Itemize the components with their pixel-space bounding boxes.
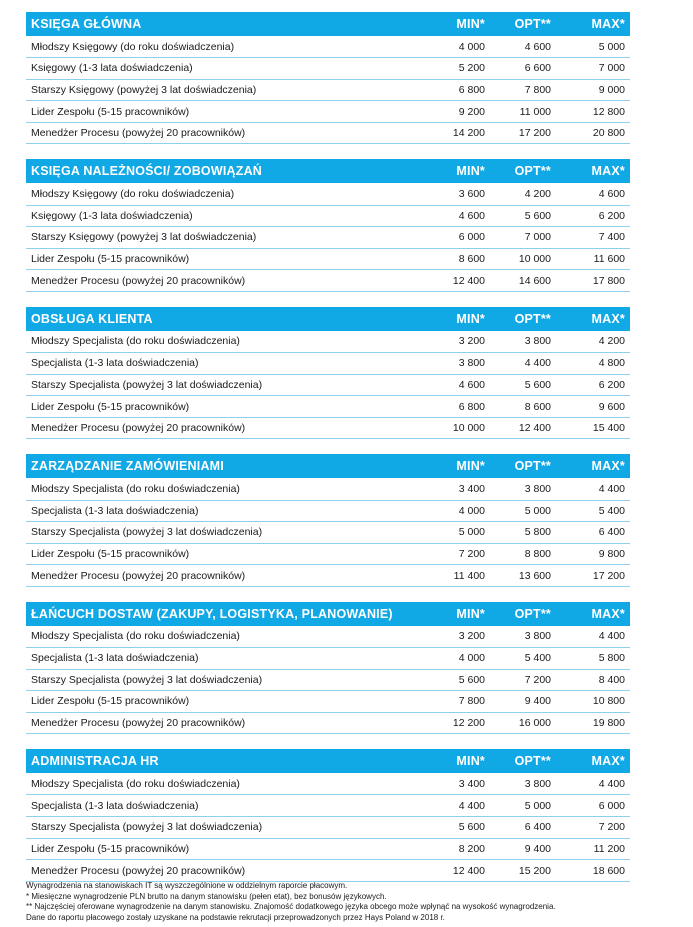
max-cell: 12 800 (556, 101, 630, 123)
min-cell: 10 000 (410, 417, 490, 439)
col-min-header: MIN* (456, 164, 485, 179)
opt-cell: 10 000 (490, 248, 556, 270)
col-opt-header: OPT** (514, 754, 551, 769)
section-header (26, 749, 630, 773)
opt-cell: 5 600 (490, 374, 556, 396)
min-cell: 8 200 (410, 838, 490, 860)
min-cell: 12 200 (410, 712, 490, 734)
max-cell: 15 400 (556, 417, 630, 439)
opt-cell: 14 600 (490, 270, 556, 292)
col-max-header: MAX* (591, 606, 625, 621)
min-cell: 12 400 (410, 860, 490, 882)
table-row (26, 396, 630, 418)
role-cell: Starszy Księgowy (powyżej 3 lat doświadczenia) (26, 227, 410, 249)
section-header (26, 602, 630, 626)
opt-cell: 11 000 (490, 101, 556, 123)
opt-cell: 3 800 (490, 626, 556, 648)
salary-table (26, 454, 630, 586)
role-cell: Młodszy Specjalista (do roku doświadczenia) (26, 773, 410, 795)
max-cell: 4 400 (556, 626, 630, 648)
opt-cell: 12 400 (490, 417, 556, 439)
footnote-it: Wynagrodzenia na stanowiskach IT są wyszczególnione w oddzielnym raporcie płacowym. (26, 881, 348, 890)
max-cell: 4 200 (556, 331, 630, 353)
col-opt-header: OPT** (514, 606, 551, 621)
role-cell: Młodszy Specjalista (do roku doświadczenia) (26, 626, 410, 648)
max-cell: 6 200 (556, 374, 630, 396)
max-cell: 4 800 (556, 353, 630, 375)
opt-cell: 7 800 (490, 79, 556, 101)
table-row (26, 860, 630, 882)
opt-cell: 3 800 (490, 478, 556, 500)
table-row (26, 626, 630, 648)
min-cell: 4 000 (410, 500, 490, 522)
role-cell: Lider Zespołu (5-15 pracowników) (26, 101, 410, 123)
opt-cell: 4 600 (490, 36, 556, 58)
col-opt-header: OPT** (514, 17, 551, 31)
role-cell: Starszy Specjalista (powyżej 3 lat doświadczenia) (26, 817, 410, 839)
opt-cell: 15 200 (490, 860, 556, 882)
section-title: ZARZĄDZANIE ZAMÓWIENIAMI (31, 459, 224, 474)
salary-table (26, 12, 630, 144)
role-cell: Młodszy Księgowy (do roku doświadczenia) (26, 183, 410, 205)
min-cell: 3 400 (410, 478, 490, 500)
role-cell: Starszy Specjalista (powyżej 3 lat doświadczenia) (26, 522, 410, 544)
max-cell: 6 200 (556, 205, 630, 227)
max-cell: 11 200 (556, 838, 630, 860)
min-cell: 5 200 (410, 58, 490, 80)
role-cell: Specjalista (1-3 lata doświadczenia) (26, 353, 410, 375)
footnotes (26, 881, 666, 923)
opt-cell: 4 200 (490, 183, 556, 205)
min-cell: 6 000 (410, 227, 490, 249)
min-cell: 4 600 (410, 374, 490, 396)
salary-report (26, 12, 630, 897)
min-cell: 7 800 (410, 691, 490, 713)
min-cell: 5 600 (410, 669, 490, 691)
table-row (26, 374, 630, 396)
table-row (26, 205, 630, 227)
col-max-header: MAX* (591, 459, 625, 474)
min-cell: 4 600 (410, 205, 490, 227)
role-cell: Menedżer Procesu (powyżej 20 pracowników) (26, 860, 410, 882)
table-row (26, 478, 630, 500)
max-cell: 18 600 (556, 860, 630, 882)
role-cell: Menedżer Procesu (powyżej 20 pracowników) (26, 565, 410, 587)
opt-cell: 17 200 (490, 122, 556, 144)
max-cell: 20 800 (556, 122, 630, 144)
opt-cell: 3 800 (490, 773, 556, 795)
role-cell: Lider Zespołu (5-15 pracowników) (26, 248, 410, 270)
min-cell: 3 800 (410, 353, 490, 375)
role-cell: Młodszy Specjalista (do roku doświadczenia) (26, 331, 410, 353)
max-cell: 11 600 (556, 248, 630, 270)
col-max-header: MAX* (591, 17, 625, 31)
role-cell: Menedżer Procesu (powyżej 20 pracowników) (26, 270, 410, 292)
role-cell: Lider Zespołu (5-15 pracowników) (26, 691, 410, 713)
table-row (26, 543, 630, 565)
table-row (26, 712, 630, 734)
opt-cell: 6 400 (490, 817, 556, 839)
table-row (26, 669, 630, 691)
opt-cell: 5 000 (490, 795, 556, 817)
max-cell: 10 800 (556, 691, 630, 713)
opt-cell: 9 400 (490, 691, 556, 713)
min-cell: 8 600 (410, 248, 490, 270)
role-cell: Specjalista (1-3 lata doświadczenia) (26, 795, 410, 817)
min-cell: 3 200 (410, 331, 490, 353)
table-row (26, 353, 630, 375)
role-cell: Księgowy (1-3 lata doświadczenia) (26, 205, 410, 227)
section-title: ŁAŃCUCH DOSTAW (ZAKUPY, LOGISTYKA, PLANOWANIE) (31, 606, 393, 621)
max-cell: 4 600 (556, 183, 630, 205)
min-cell: 11 400 (410, 565, 490, 587)
max-cell: 9 600 (556, 396, 630, 418)
role-cell: Lider Zespołu (5-15 pracowników) (26, 838, 410, 860)
opt-cell: 6 600 (490, 58, 556, 80)
role-cell: Starszy Specjalista (powyżej 3 lat doświadczenia) (26, 669, 410, 691)
footnote-min-max: * Miesięczne wynagrodzenie PLN brutto na danym stanowisku (pełen etat), bez bonusów językowych. (26, 891, 387, 901)
role-cell: Młodszy Księgowy (do roku doświadczenia) (26, 36, 410, 58)
opt-cell: 5 000 (490, 500, 556, 522)
footnote-source: Dane do raportu płacowego zostały uzyskane na podstawie rekrutacji przeprowadzonych przez Hays Poland w 2018 r. (26, 912, 445, 922)
min-cell: 4 400 (410, 795, 490, 817)
table-row (26, 565, 630, 587)
min-cell: 12 400 (410, 270, 490, 292)
col-min-header: MIN* (456, 459, 485, 474)
opt-cell: 5 600 (490, 205, 556, 227)
role-cell: Specjalista (1-3 lata doświadczenia) (26, 500, 410, 522)
table-row (26, 691, 630, 713)
table-row (26, 36, 630, 58)
role-cell: Menedżer Procesu (powyżej 20 pracowników) (26, 417, 410, 439)
role-cell: Starszy Specjalista (powyżej 3 lat doświadczenia) (26, 374, 410, 396)
max-cell: 4 400 (556, 478, 630, 500)
table-row (26, 500, 630, 522)
table-row (26, 522, 630, 544)
max-cell: 8 400 (556, 669, 630, 691)
max-cell: 6 400 (556, 522, 630, 544)
opt-cell: 13 600 (490, 565, 556, 587)
max-cell: 17 800 (556, 270, 630, 292)
role-cell: Młodszy Specjalista (do roku doświadczenia) (26, 478, 410, 500)
role-cell: Lider Zespołu (5-15 pracowników) (26, 396, 410, 418)
salary-table (26, 307, 630, 439)
max-cell: 7 200 (556, 817, 630, 839)
table-row (26, 270, 630, 292)
opt-cell: 16 000 (490, 712, 556, 734)
table-row (26, 647, 630, 669)
max-cell: 7 000 (556, 58, 630, 80)
salary-sections (26, 12, 630, 882)
section-header (26, 12, 630, 36)
salary-table (26, 602, 630, 734)
role-cell: Specjalista (1-3 lata doświadczenia) (26, 647, 410, 669)
opt-cell: 4 400 (490, 353, 556, 375)
opt-cell: 7 200 (490, 669, 556, 691)
min-cell: 3 400 (410, 773, 490, 795)
col-opt-header: OPT** (514, 164, 551, 179)
max-cell: 9 800 (556, 543, 630, 565)
role-cell: Lider Zespołu (5-15 pracowników) (26, 543, 410, 565)
col-opt-header: OPT** (514, 311, 551, 326)
role-cell: Księgowy (1-3 lata doświadczenia) (26, 58, 410, 80)
opt-cell: 8 600 (490, 396, 556, 418)
table-row (26, 58, 630, 80)
min-cell: 14 200 (410, 122, 490, 144)
col-min-header: MIN* (456, 754, 485, 769)
opt-cell: 8 800 (490, 543, 556, 565)
max-cell: 6 000 (556, 795, 630, 817)
max-cell: 9 000 (556, 79, 630, 101)
min-cell: 5 600 (410, 817, 490, 839)
section-header (26, 454, 630, 478)
role-cell: Menedżer Procesu (powyżej 20 pracowników) (26, 122, 410, 144)
salary-table (26, 159, 630, 291)
min-cell: 6 800 (410, 396, 490, 418)
col-max-header: MAX* (591, 754, 625, 769)
max-cell: 5 000 (556, 36, 630, 58)
max-cell: 19 800 (556, 712, 630, 734)
min-cell: 5 000 (410, 522, 490, 544)
col-max-header: MAX* (591, 311, 625, 326)
table-row (26, 79, 630, 101)
col-min-header: MIN* (456, 311, 485, 326)
section-title: KSIĘGA NALEŻNOŚCI/ ZOBOWIĄZAŃ (31, 164, 263, 179)
min-cell: 3 200 (410, 626, 490, 648)
table-row (26, 183, 630, 205)
table-row (26, 838, 630, 860)
section-title: ADMINISTRACJA HR (31, 754, 159, 769)
section-header (26, 159, 630, 183)
opt-cell: 7 000 (490, 227, 556, 249)
max-cell: 7 400 (556, 227, 630, 249)
max-cell: 5 400 (556, 500, 630, 522)
table-row (26, 122, 630, 144)
col-opt-header: OPT** (514, 459, 551, 474)
role-cell: Menedżer Procesu (powyżej 20 pracowników) (26, 712, 410, 734)
col-min-header: MIN* (456, 17, 485, 31)
min-cell: 7 200 (410, 543, 490, 565)
table-row (26, 817, 630, 839)
table-row (26, 773, 630, 795)
min-cell: 6 800 (410, 79, 490, 101)
max-cell: 17 200 (556, 565, 630, 587)
section-header (26, 307, 630, 331)
role-cell: Starszy Księgowy (powyżej 3 lat doświadczenia) (26, 79, 410, 101)
opt-cell: 5 400 (490, 647, 556, 669)
table-row (26, 227, 630, 249)
opt-cell: 3 800 (490, 331, 556, 353)
table-row (26, 795, 630, 817)
min-cell: 4 000 (410, 647, 490, 669)
table-row (26, 248, 630, 270)
min-cell: 4 000 (410, 36, 490, 58)
footnote-opt: ** Najczęściej oferowane wynagrodzenie na danym stanowisku. Znajomość dodatkowego języka obcego może wpłynąć na wysokość wynagrodzenia. (26, 902, 556, 911)
table-row (26, 101, 630, 123)
min-cell: 9 200 (410, 101, 490, 123)
table-row (26, 331, 630, 353)
section-title: KSIĘGA GŁÓWNA (31, 17, 142, 31)
min-cell: 3 600 (410, 183, 490, 205)
max-cell: 5 800 (556, 647, 630, 669)
opt-cell: 9 400 (490, 838, 556, 860)
salary-table (26, 749, 630, 881)
table-row (26, 417, 630, 439)
max-cell: 4 400 (556, 773, 630, 795)
section-title: OBSŁUGA KLIENTA (31, 311, 153, 326)
opt-cell: 5 800 (490, 522, 556, 544)
col-min-header: MIN* (456, 606, 485, 621)
col-max-header: MAX* (591, 164, 625, 179)
